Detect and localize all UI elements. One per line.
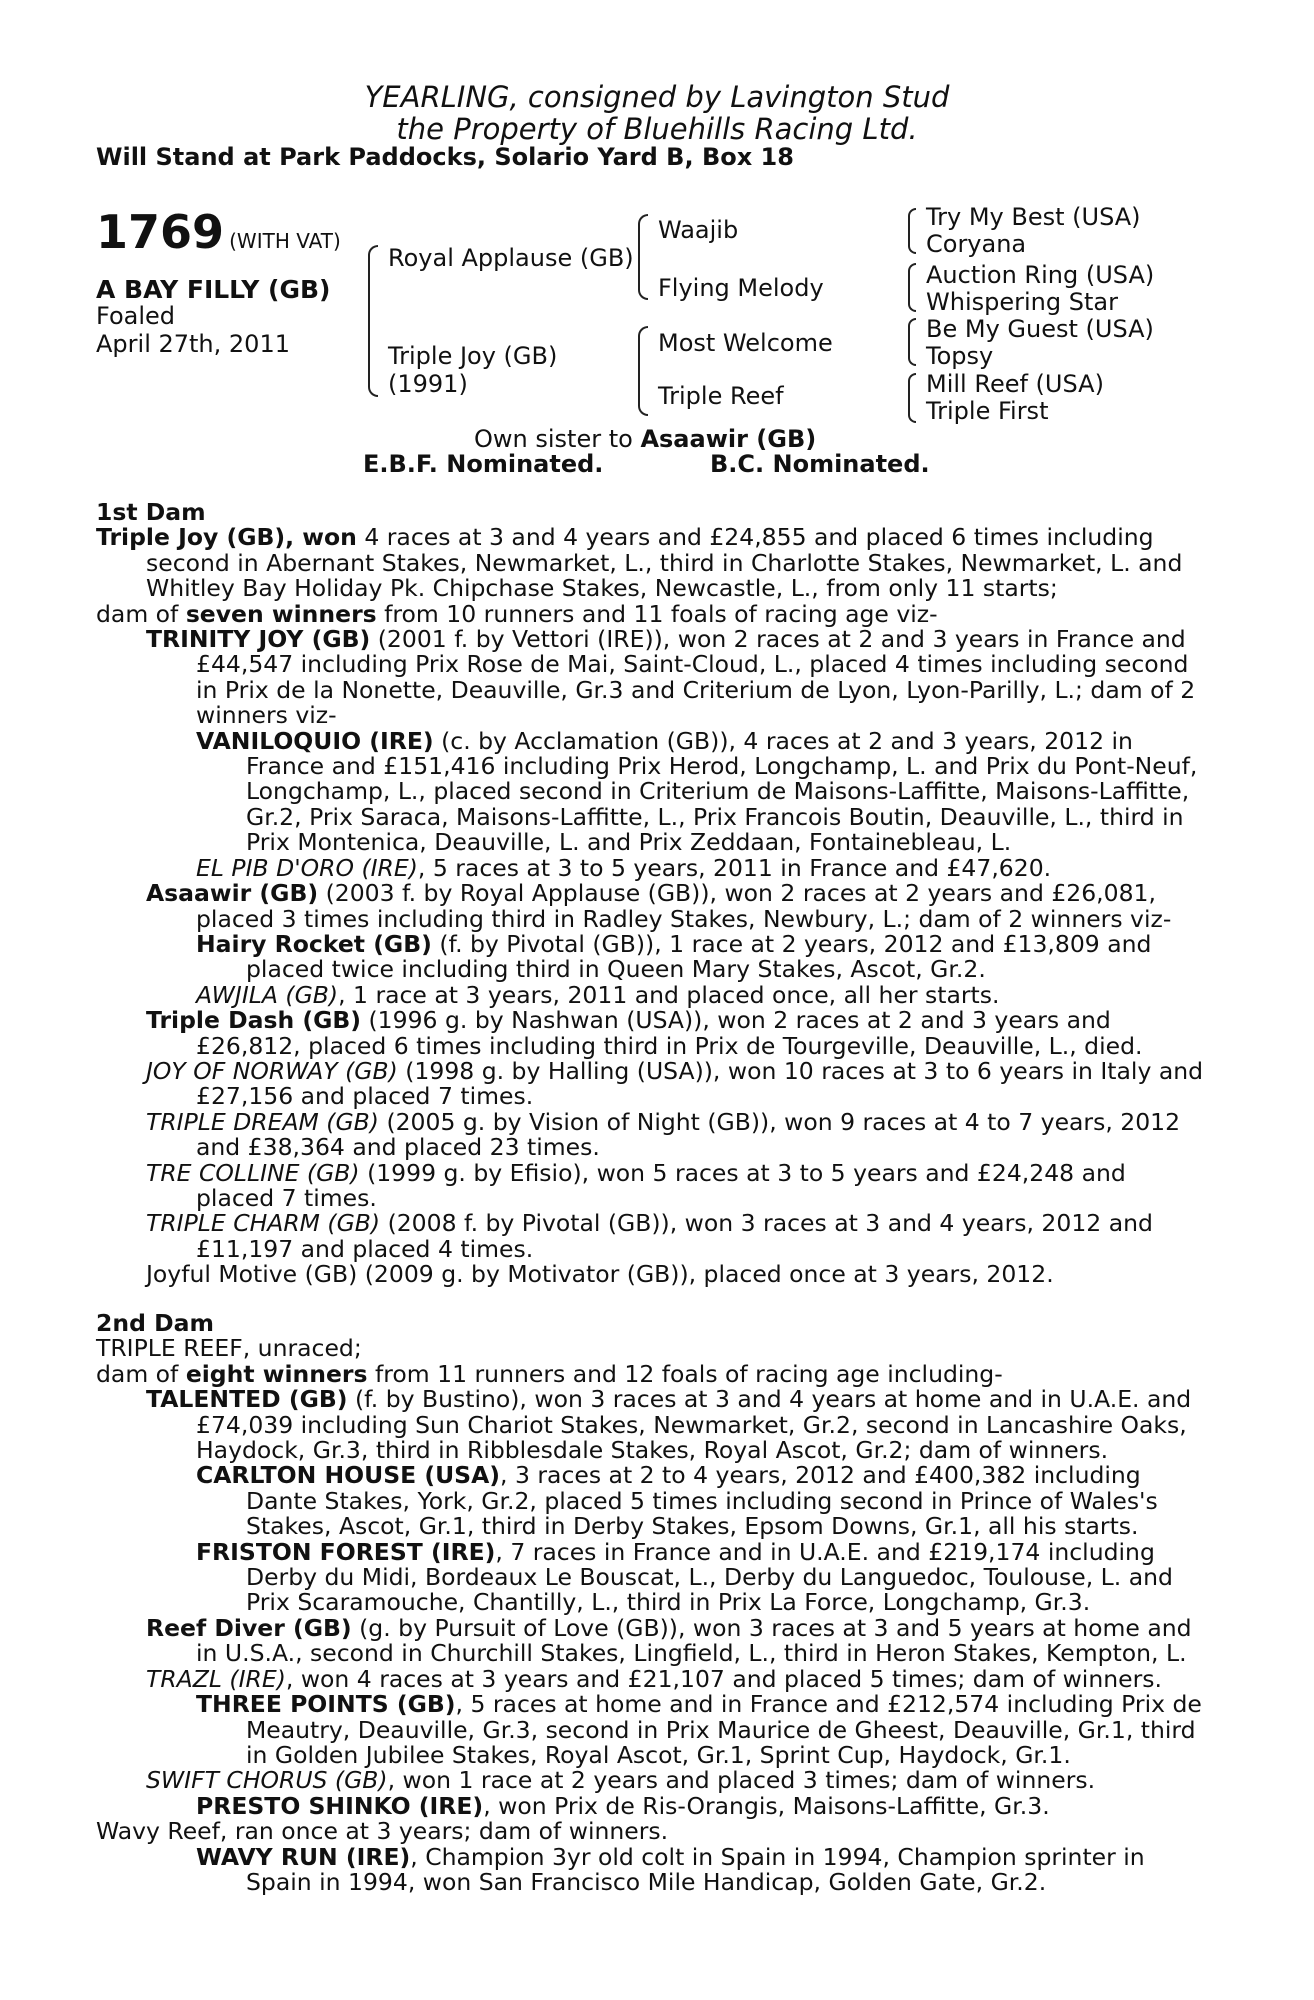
- pedigree-sss: Try My Best (USA): [926, 203, 1141, 231]
- own-sister-name: Asaawir (GB): [640, 425, 817, 453]
- own-sister-line: [474, 425, 816, 453]
- pedigree-sire-dam: Flying Melody: [658, 274, 824, 302]
- second-dam-main: TRIPLE REEF, unraced;: [96, 1334, 362, 1363]
- produce-triple-dash: Triple Dash (GB) (1996 g. by Nashwan (USA)), won 2 races at 2 and 3 years and £26,812, placed 6 times including third in Prix de Tourgeville, Deauville, L., died.: [146, 1006, 1143, 1060]
- produce-swift-chorus: SWIFT CHORUS (GB), won 1 race at 2 years and placed 3 times; dam of winners.: [146, 1766, 1096, 1795]
- ebf-nominated: E.B.F. Nominated.: [363, 450, 604, 478]
- pedigree-brace-3a: [908, 208, 916, 254]
- produce-joyful-motive: Joyful Motive (GB) (2009 g. by Motivator (GB)), placed once at 3 years, 2012.: [146, 1260, 1054, 1289]
- produce-joy-of-norway: JOY OF NORWAY (GB) (1998 g. by Halling (USA)), won 10 races at 3 to 6 years in Italy and £27,156 and placed 7 times.: [146, 1056, 1204, 1111]
- pedigree-dam: Triple Joy (GB): [388, 342, 558, 370]
- produce-el-pib-doro: EL PIB D'ORO (IRE), 5 races at 3 to 5 years, 2011 in France and £47,620.: [196, 853, 1052, 882]
- lot-vat: (WITH VAT): [229, 229, 341, 253]
- header-consignor: YEARLING, consigned by Lavington Stud: [364, 80, 950, 114]
- first-dam-produce-summary: dam of seven winners from 10 runners and 11 foals of racing age viz-: [96, 599, 938, 628]
- pedigree-brace-3d: [908, 373, 916, 423]
- pedigree-ddd: Triple First: [926, 397, 1049, 425]
- header-property: the Property of Bluehills Racing Ltd.: [396, 112, 918, 146]
- produce-wavy-run: WAVY RUN (IRE), Champion 3yr old colt in Spain in 1994, Champion sprinter in Spain in 1994, won San Francisco Mile Handicap, Golden Gate, Gr.2.: [196, 1842, 1145, 1896]
- produce-tre-colline: TRE COLLINE (GB) (1999 g. by Efisio), won 5 races at 3 to 5 years and £24,248 and placed 7 times.: [146, 1158, 1126, 1212]
- bc-nominated: B.C. Nominated.: [710, 450, 930, 478]
- pedigree-brace-2a: [638, 214, 648, 300]
- pedigree-brace-2b: [638, 326, 648, 416]
- pedigree-dss: Be My Guest (USA): [926, 315, 1154, 343]
- pedigree-brace-3b: [908, 263, 916, 312]
- pedigree-sds: Auction Ring (USA): [926, 261, 1155, 289]
- pedigree-dam-sire: Most Welcome: [658, 329, 833, 357]
- lot-number: 1769: [96, 205, 225, 259]
- first-dam-section: [96, 500, 1204, 1288]
- lot-foaled: Foaled: [96, 302, 176, 330]
- produce-awjila: AWJILA (GB), 1 race at 3 years, 2011 and placed once, all her starts.: [196, 980, 1000, 1009]
- produce-wavy-reef: Wavy Reef, ran once at 3 years; dam of winners.: [96, 1817, 669, 1846]
- pedigree-dam-dam: Triple Reef: [658, 382, 784, 410]
- lot-number-line: [96, 205, 341, 259]
- produce-presto-shinko: PRESTO SHINKO (IRE), won Prix de Ris-Orangis, Maisons-Laffitte, Gr.3.: [196, 1791, 1050, 1820]
- produce-three-points: THREE POINTS (GB), 5 races at home and in France and £212,574 including Prix de Meautry, Deauville, Gr.3, second in Prix Maurice de Gheest, Deauville, Gr.1, third in Golden Jubilee Stakes, Royal Ascot, Gr.1, Sprint Cup, Haydock, Gr.1.: [196, 1690, 1202, 1769]
- first-dam-heading: 1st Dam: [96, 498, 206, 526]
- pedigree-brace-3c: [908, 318, 916, 366]
- produce-triple-charm: TRIPLE CHARM (GB) (2008 f. by Pivotal (GB)), won 3 races at 3 and 4 years, 2012 and £11,197 and placed 4 times.: [146, 1209, 1153, 1263]
- produce-reef-diver: Reef Diver (GB) (g. by Pursuit of Love (GB)), won 3 races at 3 and 5 years at home and in U.S.A., second in Churchill Stakes, Lingfield, L., third in Heron Stakes, Kempton, L.: [146, 1613, 1192, 1668]
- first-dam-main: Triple Joy (GB), won 4 races at 3 and 4 years and £24,855 and placed 6 times including second in Abernant Stakes, Newmarket, L., third in Charlotte Stakes, Newmarket, L. and Whitley Bay Holiday Pk. Chipchase Stakes, Newcastle, L., from only 11 starts;: [96, 523, 1183, 603]
- produce-carlton-house: CARLTON HOUSE (USA), 3 races at 2 to 4 years, 2012 and £400,382 including Dante Stakes, York, Gr.2, placed 5 times including second in Prince of Wales's Stakes, Ascot, Gr.1, third in Derby Stakes, Epsom Downs, Gr.1, all his starts.: [196, 1461, 1158, 1541]
- lot-foaled-date: April 27th, 2011: [96, 330, 290, 358]
- header-location: Will Stand at Park Paddocks, Solario Yard B, Box 18: [96, 143, 794, 171]
- pedigree-sire: Royal Applause (GB): [388, 244, 634, 272]
- pedigree-dam-year: (1991): [388, 370, 468, 398]
- second-dam-produce-summary: dam of eight winners from 11 runners and 12 foals of racing age including-: [96, 1359, 1003, 1388]
- own-sister-prefix: Own sister to: [474, 425, 641, 453]
- pedigree-sdd: Whispering Star: [926, 288, 1118, 316]
- produce-trinity-joy: TRINITY JOY (GB) (2001 f. by Vettori (IRE)), won 2 races at 2 and 3 years in France and £44,547 including Prix Rose de Mai, Saint-Cloud, L., placed 4 times including second in Prix de la Nonette, Deauville, Gr.3 and Criterium de Lyon, Lyon-Parilly, L.; dam of 2 winners viz-: [146, 625, 1196, 730]
- pedigree-brace-1: [368, 245, 378, 397]
- produce-hairy-rocket: Hairy Rocket (GB) (f. by Pivotal (GB)), 1 race at 2 years, 2012 and £13,809 and placed twice including third in Queen Mary Stakes, Ascot, Gr.2.: [196, 929, 1152, 984]
- produce-triple-dream: TRIPLE DREAM (GB) (2005 g. by Vision of Night (GB)), won 9 races at 4 to 7 years, 2012 and £38,364 and placed 23 times.: [146, 1107, 1181, 1162]
- produce-trazl: TRAZL (IRE), won 4 races at 3 years and £21,107 and placed 5 times; dam of winners.: [146, 1664, 1162, 1693]
- lot-title: A BAY FILLY (GB): [96, 275, 331, 304]
- produce-asaawir: Asaawir (GB) (2003 f. by Royal Applause (GB)), won 2 races at 2 years and £26,081, placed 3 times including third in Radley Stakes, Newbury, L.; dam of 2 winners viz-: [146, 879, 1172, 933]
- second-dam-section: [96, 1311, 1204, 1895]
- pedigree-dsd: Topsy: [926, 342, 994, 370]
- second-dam-heading: 2nd Dam: [96, 1309, 214, 1337]
- produce-vaniloquio: VANILOQUIO (IRE) (c. by Acclamation (GB)), 4 races at 2 and 3 years, 2012 in France and £151,416 including Prix Herod, Longchamp, L. and Prix du Pont-Neuf, Longchamp, L., placed second in Criterium de Maisons-Laffitte, Maisons-Laffitte, Gr.2, Prix Saraca, Maisons-Laffitte, L., Prix Francois Boutin, Deauville, L., third in Prix Montenica, Deauville, L. and Prix Zeddaan, Fontainebleau, L.: [196, 726, 1198, 857]
- pedigree-ssd: Coryana: [926, 230, 1027, 258]
- produce-talented: TALENTED (GB) (f. by Bustino), won 3 races at 3 and 4 years at home and in U.A.E. and £74,039 including Sun Chariot Stakes, Newmarket, Gr.2, second in Lancashire Oaks, Haydock, Gr.3, third in Ribblesdale Stakes, Royal Ascot, Gr.2; dam of winners.: [146, 1385, 1192, 1465]
- produce-friston-forest: FRISTON FOREST (IRE), 7 races in France and in U.A.E. and £219,174 including Derby du Midi, Bordeaux Le Bouscat, L., Derby du Languedoc, Toulouse, L. and Prix Scaramouche, Chantilly, L., third in Prix La Force, Longchamp, Gr.3.: [196, 1537, 1173, 1617]
- pedigree-dds: Mill Reef (USA): [926, 370, 1104, 398]
- pedigree-sire-sire: Waajib: [658, 216, 739, 244]
